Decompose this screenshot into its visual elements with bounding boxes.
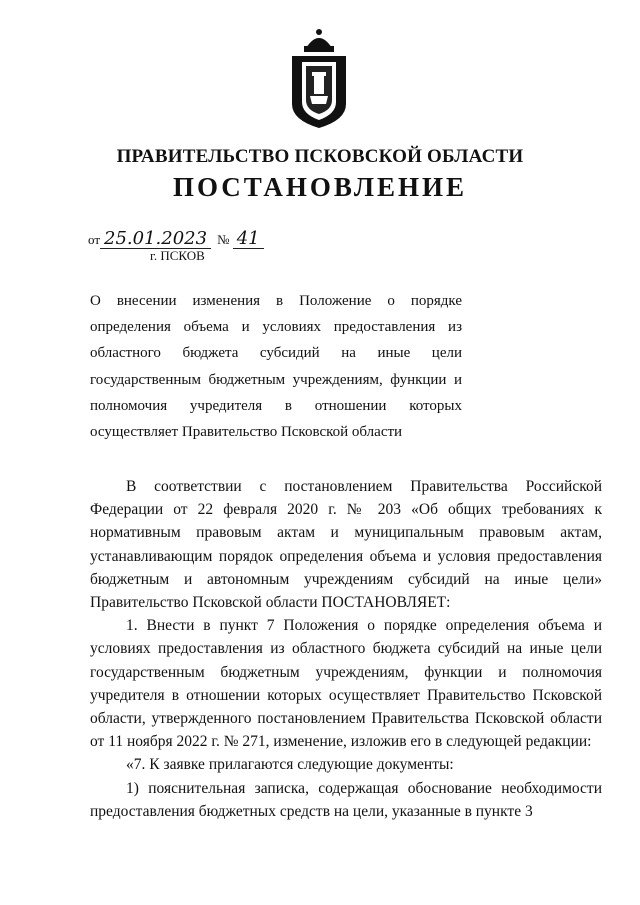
- coat-of-arms-icon: [286, 26, 352, 130]
- number-sign: №: [217, 232, 230, 247]
- document-meta: [88, 230, 264, 249]
- document-place: г. ПСКОВ: [150, 248, 205, 263]
- document-number: 41: [233, 230, 264, 249]
- body-paragraph: «7. К заявке прилагаются следующие документы:: [126, 756, 454, 774]
- document-type-title: ПОСТАНОВЛЕНИЕ: [172, 172, 468, 202]
- document-body: [90, 475, 602, 823]
- body-paragraph: В соответствии с постановлением Правительства Российской Федерации от 22 февраля 2020 г. № 203 «Об общих требованиях к нормативным правовым актам и муниципальным правовым актам, устанавливающим порядок определения объема и условия предоставления бюджетным и автономным учреждениям субсидий на иные цели» Правительство Псковской области ПОСТАНОВЛЯЕТ:: [90, 478, 602, 612]
- document-subject: О внесении изменения в Положение о порядке определения объема и условиях предоставления из областного бюджета субсидий на иные цели государственным бюджетным учреждениям, функции и полномочия учредителя в отношении которых осуществляет Правительство Псковской области: [90, 293, 462, 441]
- document-date: 25.01.2023: [100, 230, 211, 249]
- body-paragraph: 1) пояснительная записка, содержащая обоснование необходимости предоставления бюджетных средств на цели, указанные в пункте 3: [90, 779, 602, 820]
- date-prefix: от: [88, 232, 101, 247]
- organization-title: ПРАВИТЕЛЬСТВО ПСКОВСКОЙ ОБЛАСТИ: [116, 146, 524, 167]
- body-paragraph: 1. Внести в пункт 7 Положения о порядке определения объема и условиях предоставления из областного бюджета субсидий на иные цели государственным бюджетным учреждениям, функции и полномочия учредителя в отношении которых осуществляет Правительство Псковской области, утвержденного постановлением Правительства Псковской области от 11 ноября 2022 г. № 271, изменение, изложив его в следующей редакции:: [90, 617, 602, 751]
